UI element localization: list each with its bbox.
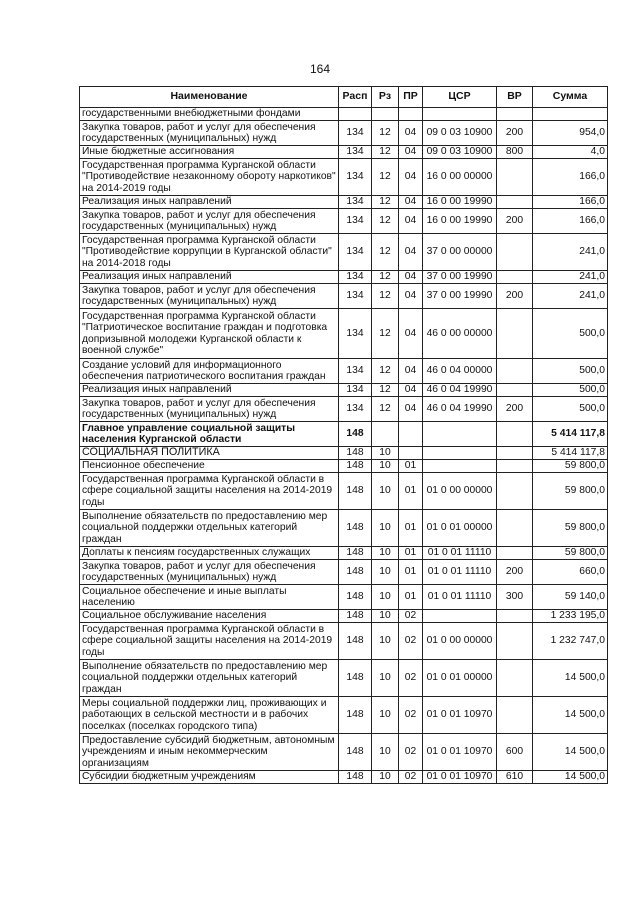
cell-sum: 4,0: [533, 146, 608, 159]
cell-name: Государственная программа Курганской области в сфере социальной защиты населения на 2014-2019 годы: [80, 473, 339, 510]
cell-rasp: 134: [339, 284, 372, 309]
cell-sum: 954,0: [533, 121, 608, 146]
cell-pr: 02: [399, 734, 423, 771]
cell-rz: 12: [372, 284, 399, 309]
cell-csr: 01 0 00 00000: [423, 623, 497, 660]
table-row: [80, 547, 608, 560]
cell-sum: 59 800,0: [533, 547, 608, 560]
cell-rz: 12: [372, 384, 399, 397]
cell-rasp: 134: [339, 209, 372, 234]
cell-rasp: 134: [339, 146, 372, 159]
cell-name: Социальное обеспечение и иные выплаты населению: [80, 585, 339, 610]
table-body: [80, 108, 608, 784]
table-row: [80, 121, 608, 146]
cell-csr: 01 0 01 11110: [423, 547, 497, 560]
cell-name: Создание условий для информационного обеспечения патриотического воспитания граждан: [80, 359, 339, 384]
cell-rasp: 134: [339, 121, 372, 146]
table-row: [80, 660, 608, 697]
cell-name: Главное управление социальной защиты населения Курганской области: [80, 422, 339, 447]
cell-csr: 37 0 00 19990: [423, 284, 497, 309]
cell-rasp: 134: [339, 159, 372, 196]
table-row: [80, 146, 608, 159]
cell-name: Меры социальной поддержки лиц, проживающих и работающих в сельской местности и в рабочих поселках (поселках городского типа): [80, 697, 339, 734]
table-row: [80, 108, 608, 121]
cell-rz: 10: [372, 660, 399, 697]
table-row: [80, 560, 608, 585]
cell-name: Государственная программа Курганской области "Противодействие коррупции в Курганской области" на 2014-2018 годы: [80, 234, 339, 271]
cell-pr: 04: [399, 384, 423, 397]
cell-rasp: 134: [339, 397, 372, 422]
cell-rz: 10: [372, 585, 399, 610]
cell-vr: [497, 271, 533, 284]
cell-rz: 12: [372, 309, 399, 359]
table-row: [80, 397, 608, 422]
table-row: [80, 309, 608, 359]
cell-pr: 04: [399, 121, 423, 146]
cell-csr: 46 0 04 19990: [423, 384, 497, 397]
cell-csr: 01 0 00 00000: [423, 473, 497, 510]
cell-name: Государственная программа Курганской области "Патриотическое воспитание граждан и подготовка допризывной молодежи Курганской области к военной службе": [80, 309, 339, 359]
cell-name: Пенсионное обеспечение: [80, 460, 339, 473]
table-row: [80, 359, 608, 384]
header-rasp: Расп: [339, 87, 372, 108]
cell-pr: 01: [399, 547, 423, 560]
cell-rz: 10: [372, 473, 399, 510]
cell-vr: [497, 309, 533, 359]
cell-rasp: 148: [339, 610, 372, 623]
cell-rasp: 148: [339, 697, 372, 734]
header-csr: ЦСР: [423, 87, 497, 108]
cell-pr: 01: [399, 560, 423, 585]
table-row: [80, 734, 608, 771]
cell-vr: [497, 473, 533, 510]
cell-rz: 12: [372, 359, 399, 384]
cell-pr: 04: [399, 309, 423, 359]
table-row: [80, 284, 608, 309]
cell-sum: 14 500,0: [533, 660, 608, 697]
table-row: [80, 196, 608, 209]
cell-rz: 10: [372, 547, 399, 560]
cell-vr: [497, 610, 533, 623]
cell-csr: 37 0 00 00000: [423, 234, 497, 271]
cell-rasp: 134: [339, 271, 372, 284]
cell-rz: 10: [372, 510, 399, 547]
cell-sum: 59 140,0: [533, 585, 608, 610]
cell-csr: 01 0 01 10970: [423, 697, 497, 734]
cell-pr: 01: [399, 585, 423, 610]
cell-rasp: 148: [339, 447, 372, 460]
cell-pr: 04: [399, 146, 423, 159]
cell-csr: 16 0 00 19990: [423, 209, 497, 234]
cell-csr: 01 0 01 10970: [423, 771, 497, 784]
cell-rz: 12: [372, 121, 399, 146]
cell-vr: [497, 196, 533, 209]
cell-vr: [497, 234, 533, 271]
table-row: [80, 623, 608, 660]
table-row: [80, 422, 608, 447]
cell-rasp: 148: [339, 547, 372, 560]
cell-csr: 01 0 01 11110: [423, 585, 497, 610]
cell-vr: [497, 547, 533, 560]
cell-csr: [423, 610, 497, 623]
cell-vr: 200: [497, 560, 533, 585]
cell-csr: [423, 108, 497, 121]
cell-rz: 12: [372, 397, 399, 422]
cell-name: Закупка товаров, работ и услуг для обеспечения государственных (муниципальных) нужд: [80, 284, 339, 309]
cell-rz: [372, 108, 399, 121]
cell-rz: 10: [372, 460, 399, 473]
cell-csr: 46 0 00 00000: [423, 309, 497, 359]
cell-name: СОЦИАЛЬНАЯ ПОЛИТИКА: [80, 447, 339, 460]
cell-vr: 200: [497, 284, 533, 309]
cell-rz: 12: [372, 146, 399, 159]
table-row: [80, 697, 608, 734]
header-rz: Рз: [372, 87, 399, 108]
cell-name: Социальное обслуживание населения: [80, 610, 339, 623]
cell-rz: 12: [372, 196, 399, 209]
table-row: [80, 771, 608, 784]
header-pr: ПР: [399, 87, 423, 108]
cell-rasp: 148: [339, 560, 372, 585]
cell-rasp: 148: [339, 473, 372, 510]
table-row: [80, 460, 608, 473]
cell-name: Закупка товаров, работ и услуг для обеспечения государственных (муниципальных) нужд: [80, 560, 339, 585]
cell-rz: 12: [372, 234, 399, 271]
header-sum: Сумма: [533, 87, 608, 108]
cell-vr: [497, 623, 533, 660]
cell-name: Иные бюджетные ассигнования: [80, 146, 339, 159]
cell-rz: 12: [372, 271, 399, 284]
cell-csr: 16 0 00 19990: [423, 196, 497, 209]
cell-name: Предоставление субсидий бюджетным, автономным учреждениям и иным некоммерческим организациям: [80, 734, 339, 771]
cell-vr: [497, 697, 533, 734]
cell-name: Закупка товаров, работ и услуг для обеспечения государственных (муниципальных) нужд: [80, 209, 339, 234]
cell-vr: 200: [497, 121, 533, 146]
cell-sum: 59 800,0: [533, 460, 608, 473]
cell-vr: 600: [497, 734, 533, 771]
cell-name: Реализация иных направлений: [80, 384, 339, 397]
cell-csr: 46 0 04 19990: [423, 397, 497, 422]
cell-rz: [372, 422, 399, 447]
cell-pr: 01: [399, 460, 423, 473]
cell-sum: 166,0: [533, 209, 608, 234]
cell-name: государственными внебюджетными фондами: [80, 108, 339, 121]
cell-pr: 02: [399, 623, 423, 660]
cell-name: Субсидии бюджетным учреждениям: [80, 771, 339, 784]
cell-rasp: 148: [339, 422, 372, 447]
cell-rasp: 134: [339, 384, 372, 397]
cell-csr: 01 0 01 11110: [423, 560, 497, 585]
cell-rasp: 148: [339, 585, 372, 610]
table-row: [80, 510, 608, 547]
cell-rasp: 134: [339, 309, 372, 359]
table-row: [80, 234, 608, 271]
cell-csr: 46 0 04 00000: [423, 359, 497, 384]
cell-rz: 10: [372, 560, 399, 585]
cell-vr: 300: [497, 585, 533, 610]
cell-name: Реализация иных направлений: [80, 196, 339, 209]
cell-vr: [497, 660, 533, 697]
cell-sum: 59 800,0: [533, 473, 608, 510]
cell-rasp: 148: [339, 660, 372, 697]
table-row: [80, 159, 608, 196]
cell-pr: 04: [399, 159, 423, 196]
cell-vr: [497, 447, 533, 460]
cell-rz: 12: [372, 209, 399, 234]
cell-sum: 500,0: [533, 384, 608, 397]
cell-vr: [497, 460, 533, 473]
cell-pr: 04: [399, 284, 423, 309]
cell-sum: 14 500,0: [533, 734, 608, 771]
cell-name: Государственная программа Курганской области в сфере социальной защиты населения на 2014-2019 годы: [80, 623, 339, 660]
cell-vr: 200: [497, 397, 533, 422]
cell-name: Выполнение обязательств по предоставлению мер социальной поддержки отдельных категорий граждан: [80, 660, 339, 697]
cell-pr: 04: [399, 196, 423, 209]
cell-name: Доплаты к пенсиям государственных служащих: [80, 547, 339, 560]
cell-csr: 16 0 00 00000: [423, 159, 497, 196]
table-row: [80, 610, 608, 623]
page-number: 164: [309, 62, 331, 76]
header-vr: ВР: [497, 87, 533, 108]
cell-csr: [423, 422, 497, 447]
cell-sum: 166,0: [533, 196, 608, 209]
cell-rasp: 148: [339, 460, 372, 473]
table-row: [80, 473, 608, 510]
cell-sum: 14 500,0: [533, 697, 608, 734]
cell-name: Закупка товаров, работ и услуг для обеспечения государственных (муниципальных) нужд: [80, 397, 339, 422]
cell-pr: 02: [399, 610, 423, 623]
cell-rasp: [339, 108, 372, 121]
cell-csr: 37 0 00 19990: [423, 271, 497, 284]
cell-vr: 200: [497, 209, 533, 234]
cell-pr: 04: [399, 234, 423, 271]
cell-sum: [533, 108, 608, 121]
cell-sum: 500,0: [533, 359, 608, 384]
cell-sum: 1 233 195,0: [533, 610, 608, 623]
cell-vr: 800: [497, 146, 533, 159]
cell-pr: [399, 422, 423, 447]
cell-rz: 10: [372, 771, 399, 784]
cell-sum: 241,0: [533, 234, 608, 271]
cell-rasp: 134: [339, 234, 372, 271]
cell-pr: 01: [399, 473, 423, 510]
cell-rasp: 134: [339, 359, 372, 384]
budget-table: [79, 86, 608, 784]
cell-csr: 01 0 01 10970: [423, 734, 497, 771]
cell-rasp: 134: [339, 196, 372, 209]
cell-vr: [497, 159, 533, 196]
cell-name: Реализация иных направлений: [80, 271, 339, 284]
cell-csr: [423, 460, 497, 473]
cell-vr: [497, 384, 533, 397]
cell-vr: [497, 108, 533, 121]
cell-sum: 166,0: [533, 159, 608, 196]
cell-rasp: 148: [339, 510, 372, 547]
header-name: Наименование: [80, 87, 339, 108]
cell-sum: 241,0: [533, 284, 608, 309]
table-header-row: [80, 87, 608, 108]
cell-csr: [423, 447, 497, 460]
cell-pr: 02: [399, 697, 423, 734]
cell-csr: 09 0 03 10900: [423, 121, 497, 146]
cell-name: Государственная программа Курганской области "Противодействие незаконному обороту наркотиков" на 2014-2019 годы: [80, 159, 339, 196]
cell-rz: 10: [372, 697, 399, 734]
cell-rasp: 148: [339, 623, 372, 660]
cell-sum: 241,0: [533, 271, 608, 284]
cell-rz: 10: [372, 623, 399, 660]
cell-rz: 10: [372, 610, 399, 623]
cell-pr: [399, 447, 423, 460]
cell-pr: [399, 108, 423, 121]
cell-rasp: 148: [339, 734, 372, 771]
cell-sum: 14 500,0: [533, 771, 608, 784]
cell-csr: 01 0 01 00000: [423, 660, 497, 697]
cell-rz: 10: [372, 734, 399, 771]
cell-sum: 500,0: [533, 397, 608, 422]
cell-pr: 04: [399, 271, 423, 284]
cell-sum: 59 800,0: [533, 510, 608, 547]
cell-vr: [497, 422, 533, 447]
cell-pr: 04: [399, 397, 423, 422]
cell-csr: 01 0 01 00000: [423, 510, 497, 547]
table-row: [80, 271, 608, 284]
cell-rz: 12: [372, 159, 399, 196]
cell-pr: 04: [399, 359, 423, 384]
cell-name: Выполнение обязательств по предоставлению мер социальной поддержки отдельных категорий граждан: [80, 510, 339, 547]
cell-pr: 02: [399, 771, 423, 784]
cell-pr: 01: [399, 510, 423, 547]
cell-sum: 5 414 117,8: [533, 422, 608, 447]
cell-vr: [497, 510, 533, 547]
table-row: [80, 447, 608, 460]
cell-sum: 660,0: [533, 560, 608, 585]
cell-csr: 09 0 03 10900: [423, 146, 497, 159]
cell-pr: 04: [399, 209, 423, 234]
cell-vr: 610: [497, 771, 533, 784]
cell-pr: 02: [399, 660, 423, 697]
cell-sum: 5 414 117,8: [533, 447, 608, 460]
cell-vr: [497, 359, 533, 384]
table-row: [80, 209, 608, 234]
cell-rasp: 148: [339, 771, 372, 784]
cell-rz: 10: [372, 447, 399, 460]
cell-sum: 1 232 747,0: [533, 623, 608, 660]
table-row: [80, 384, 608, 397]
table-row: [80, 585, 608, 610]
cell-name: Закупка товаров, работ и услуг для обеспечения государственных (муниципальных) нужд: [80, 121, 339, 146]
cell-sum: 500,0: [533, 309, 608, 359]
